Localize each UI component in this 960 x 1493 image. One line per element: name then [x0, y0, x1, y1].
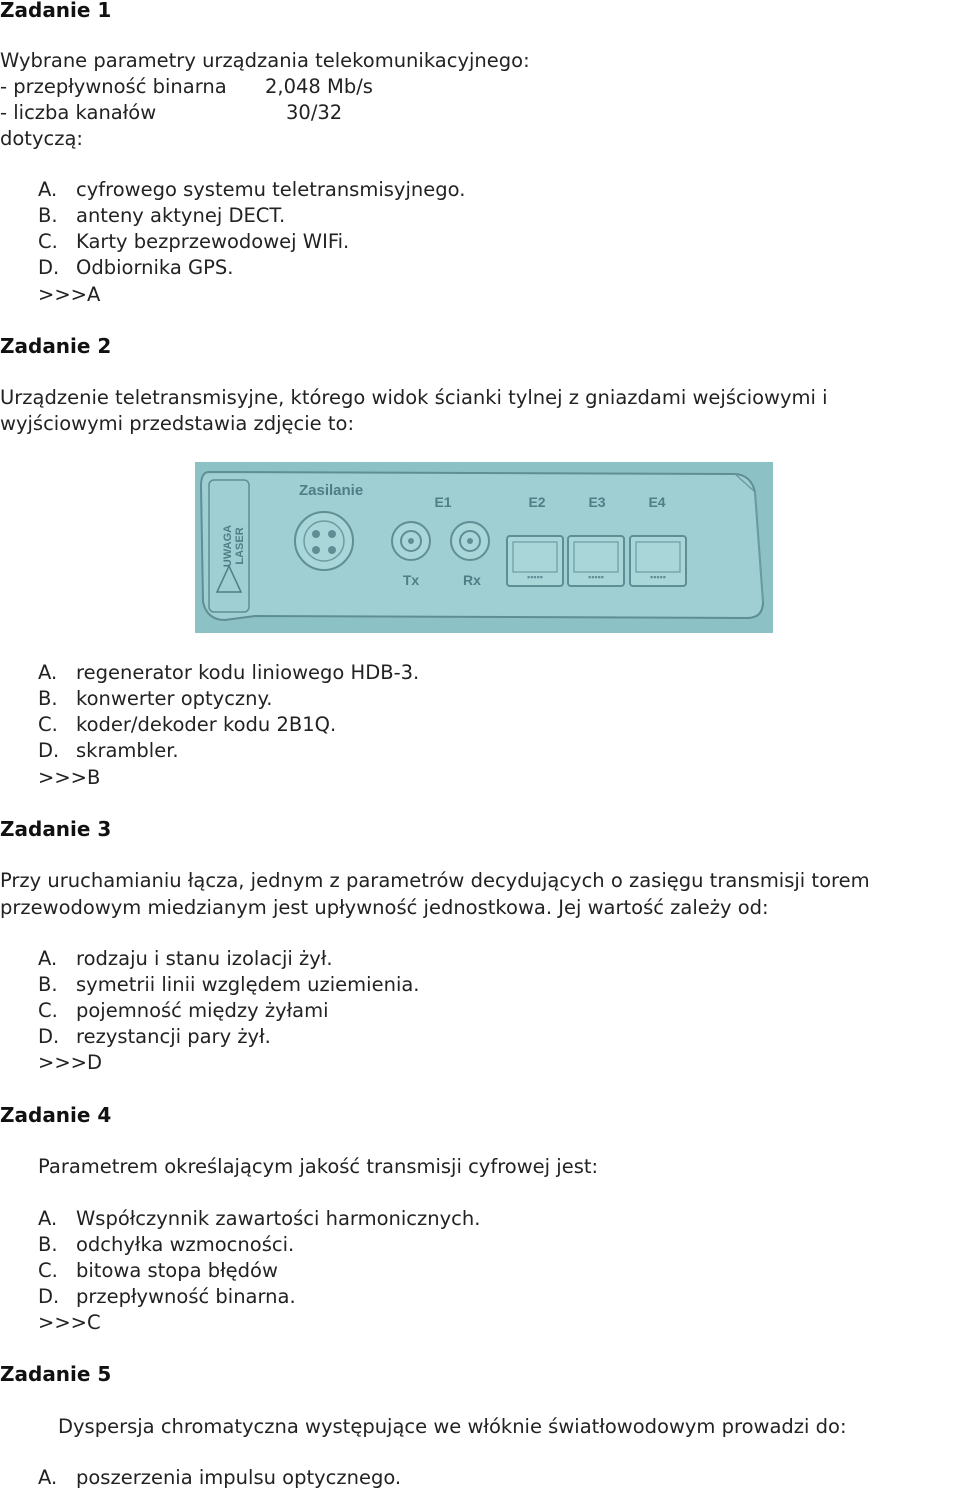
port-label-e2: E2 — [528, 494, 546, 510]
task-1-tail: dotyczą: — [0, 127, 83, 150]
rx-connector-core — [467, 538, 473, 544]
option-letter: A. — [38, 178, 58, 201]
task-2-question-line: wyjściowymi przedstawia zdjęcie to: — [0, 412, 355, 435]
task-2-question-line: Urządzenie teletransmisyjne, którego widok ścianki tylnej z gniazdami wejściowymi i — [0, 386, 828, 409]
option-letter: A. — [38, 661, 58, 684]
option-text: Odbiornika GPS. — [76, 256, 234, 279]
task-4-question: Parametrem określającym jakość transmisji cyfrowej jest: — [38, 1155, 599, 1178]
option-letter: C. — [38, 999, 58, 1022]
port-label-e3: E3 — [588, 494, 606, 510]
task-5-title: Zadanie 5 — [0, 1362, 112, 1386]
option-letter: B. — [38, 204, 58, 227]
option-text: Współczynnik zawartości harmonicznych. — [76, 1207, 481, 1230]
option-text: symetrii linii względem uziemienia. — [76, 973, 420, 996]
option-letter: A. — [38, 1466, 58, 1489]
port-label-e1: E1 — [434, 494, 452, 510]
option-letter: B. — [38, 687, 58, 710]
tx-label: Tx — [402, 572, 420, 588]
rj-pins-icon: ▪▪▪▪▪ — [527, 572, 543, 582]
option-letter: A. — [38, 1207, 58, 1230]
task-2-option — [38, 661, 419, 684]
rj-pins-icon: ▪▪▪▪▪ — [588, 572, 604, 582]
task-4-option — [38, 1285, 296, 1308]
task-1-option — [38, 256, 233, 279]
tx-connector-core — [408, 538, 414, 544]
option-letter: D. — [38, 256, 60, 279]
task-1-intro: Wybrane parametry urządzania telekomunikacyjnego: — [0, 49, 530, 72]
task-2-title: Zadanie 2 — [0, 334, 112, 358]
task-3-title: Zadanie 3 — [0, 817, 112, 841]
laser-warning-text: UWAGA — [222, 524, 234, 568]
task-4-option — [38, 1259, 278, 1282]
task-3-question-line: Przy uruchamianiu łącza, jednym z parametrów decydujących o zasięgu transmisji torem — [0, 869, 870, 892]
option-letter: D. — [38, 739, 60, 762]
task-4-title: Zadanie 4 — [0, 1103, 112, 1127]
socket-pin — [328, 546, 336, 554]
task-1-option — [38, 230, 349, 253]
option-text: rodzaju i stanu izolacji żył. — [76, 947, 333, 970]
task-2-option — [38, 713, 336, 736]
task-2-option — [38, 739, 179, 762]
option-text: Karty bezprzewodowej WIFi. — [76, 230, 350, 253]
socket-pin — [312, 546, 320, 554]
task-5-option — [38, 1466, 401, 1489]
option-letter: D. — [38, 1285, 60, 1308]
task-3-option — [38, 1025, 271, 1048]
option-letter: C. — [38, 230, 58, 253]
task-3-option — [38, 999, 329, 1022]
task-3-answer: >>>D — [38, 1051, 103, 1074]
option-text: przepływność binarna. — [76, 1285, 296, 1308]
power-label: Zasilanie — [299, 482, 364, 499]
option-text: pojemność między żyłami — [76, 999, 329, 1022]
option-text: poszerzenia impulsu optycznego. — [76, 1466, 402, 1489]
task-1-param-value: 30/32 — [286, 101, 343, 124]
task-1-param-name: - przepływność binarna — [0, 75, 227, 98]
task-1-option — [38, 178, 465, 201]
task-3-option — [38, 947, 333, 970]
task-4-option — [38, 1207, 480, 1230]
device-back-panel-photo — [195, 462, 773, 633]
socket-pin — [312, 530, 320, 538]
task-2-answer: >>>B — [38, 766, 101, 789]
option-text: anteny aktynej DECT. — [76, 204, 286, 227]
laser-warning-text: LASER — [234, 527, 246, 565]
option-text: skrambler. — [76, 739, 179, 762]
port-label-e4: E4 — [648, 494, 666, 510]
task-1-param-value: 2,048 Mb/s — [265, 75, 373, 98]
option-text: konwerter optyczny. — [76, 687, 273, 710]
option-letter: B. — [38, 1233, 58, 1256]
option-letter: C. — [38, 1259, 58, 1282]
option-letter: A. — [38, 947, 58, 970]
option-text: cyfrowego systemu teletransmisyjnego. — [76, 178, 466, 201]
rj-pins-icon: ▪▪▪▪▪ — [650, 572, 666, 582]
option-text: bitowa stopa błędów — [76, 1259, 278, 1282]
option-letter: B. — [38, 973, 58, 996]
option-text: odchyłka wzmocności. — [76, 1233, 295, 1256]
task-5-question: Dyspersja chromatyczna występujące we włóknie światłowodowym prowadzi do: — [58, 1415, 847, 1438]
task-1-title: Zadanie 1 — [0, 0, 112, 22]
option-text: regenerator kodu liniowego HDB-3. — [76, 661, 420, 684]
task-2-option — [38, 687, 272, 710]
task-3-question-line: przewodowym miedzianym jest upływność jednostkowa. Jej wartość zależy od: — [0, 896, 769, 919]
option-letter: D. — [38, 1025, 60, 1048]
option-text: koder/dekoder kodu 2B1Q. — [76, 713, 337, 736]
option-letter: C. — [38, 713, 58, 736]
option-text: rezystancji pary żył. — [76, 1025, 271, 1048]
task-3-option — [38, 973, 420, 996]
task-4-answer: >>>C — [38, 1311, 101, 1334]
task-1-option — [38, 204, 285, 227]
rx-label: Rx — [463, 572, 481, 588]
task-4-option — [38, 1233, 294, 1256]
task-1-param-name: - liczba kanałów — [0, 101, 157, 124]
socket-pin — [328, 530, 336, 538]
task-1-answer: >>>A — [38, 283, 101, 306]
